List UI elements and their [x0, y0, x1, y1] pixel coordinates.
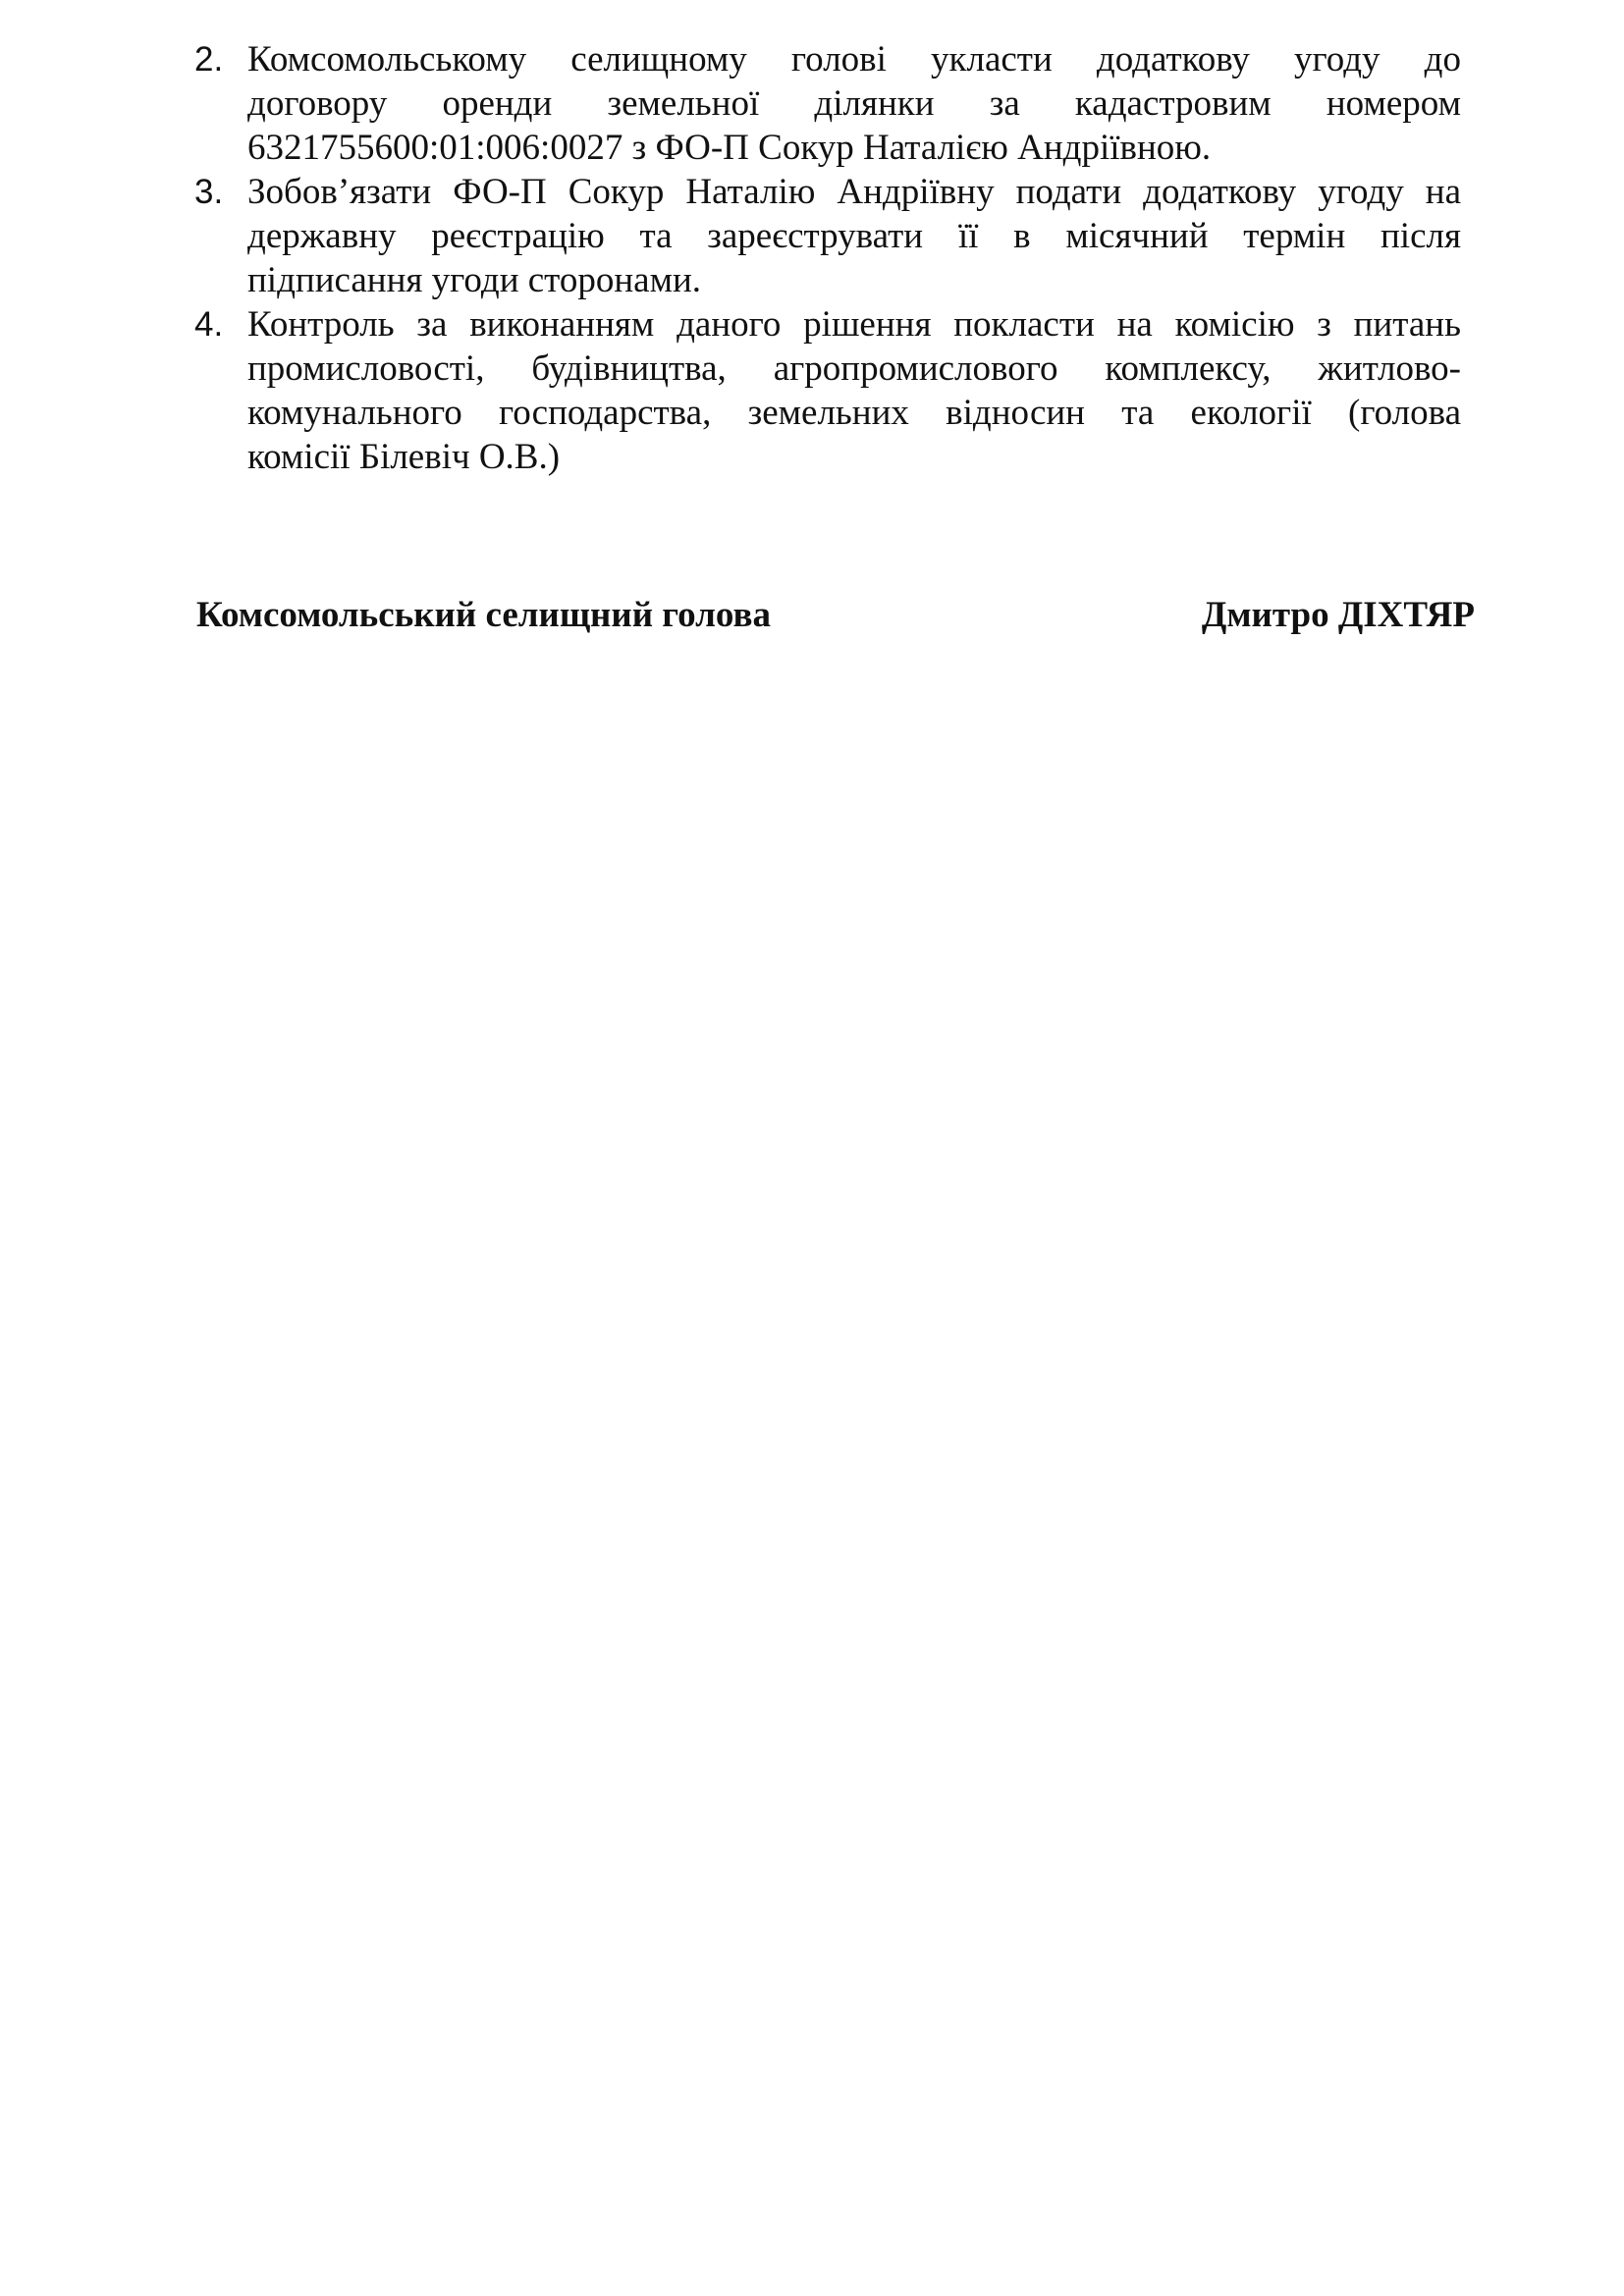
signature-position: Комсомольський селищний голова — [196, 595, 771, 635]
item-text-line: промисловості, будівництва, агропромислового комплексу, житлово- — [247, 348, 1461, 389]
item-text-line: Контроль за виконанням даного рішення покласти на комісію з питань — [247, 304, 1461, 345]
item-text — [247, 170, 1461, 302]
signature-block — [196, 593, 1475, 637]
item-text-line: Комсомольському селищному голові укласти додаткову угоду до — [247, 39, 1461, 80]
signature-name: Дмитро ДІХТЯР — [1201, 595, 1475, 635]
decision-item-2 — [194, 37, 1461, 170]
item-text-line: 6321755600:01:006:0027 з ФО-П Сокур Наталією Андріївною. — [247, 128, 1212, 168]
item-text — [247, 302, 1461, 479]
item-text-line: Зобов’язати ФО-П Сокур Наталію Андріївну подати додаткову угоду на — [247, 172, 1461, 212]
item-number: 3. — [194, 173, 224, 211]
item-number: 2. — [194, 40, 224, 79]
item-text-line: договору оренди земельної ділянки за кадастровим номером — [247, 83, 1461, 124]
item-text-line: підписання угоди сторонами. — [247, 260, 702, 300]
decision-list — [194, 37, 1461, 479]
item-number: 4. — [194, 305, 224, 344]
item-text-line: комісії Білевіч О.В.) — [247, 437, 561, 477]
item-text-line: державну реєстрацію та зареєструвати її в місячний термін після — [247, 216, 1461, 256]
item-text — [247, 37, 1461, 170]
decision-item-3 — [194, 170, 1461, 302]
decision-item-4 — [194, 302, 1461, 479]
item-text-line: комунального господарства, земельних відносин та екології (голова — [247, 393, 1461, 433]
